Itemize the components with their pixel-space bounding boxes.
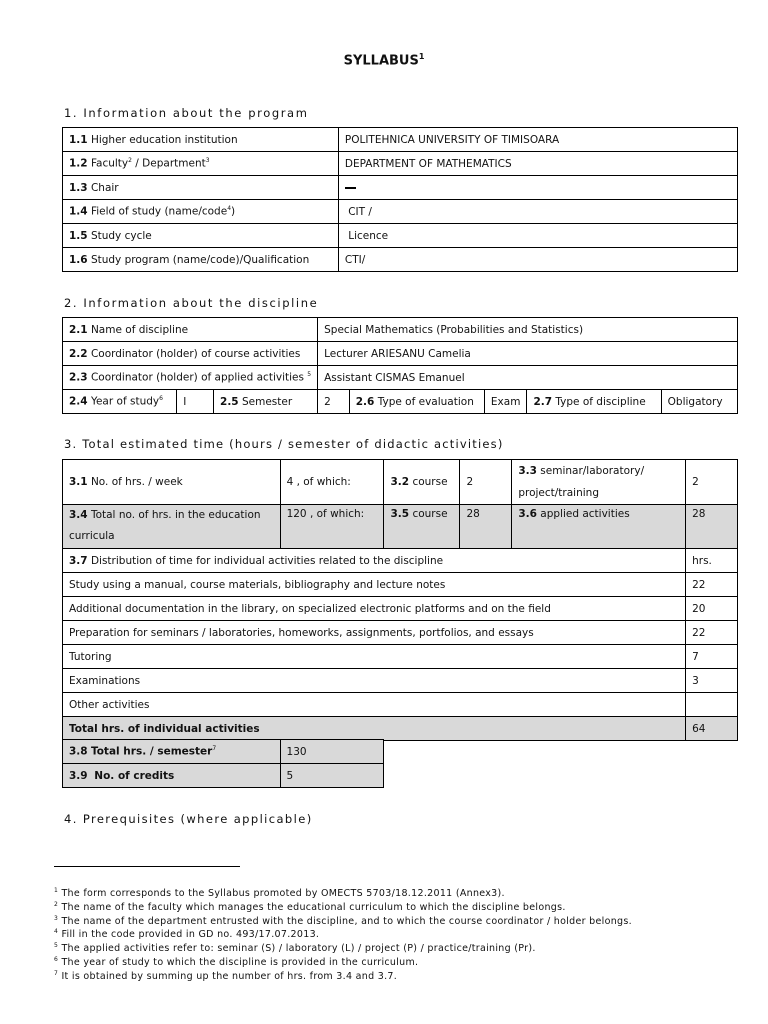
footnote: $^7$ It is obtained by summing up the number of hrs. from 3.4 and 3.7.: [54, 969, 398, 982]
credits-value: 5: [280, 764, 383, 788]
table-row: 3.9 No. of credits 5: [63, 764, 384, 788]
institution-value: POLITEHNICA UNIVERSITY OF TIMISOARA: [338, 128, 737, 152]
program-info-table: [62, 127, 738, 272]
table-row: 1.6 Study program (name/code)/Qualification CTI/: [63, 248, 738, 272]
section-3-heading: 3. Total estimated time (hours / semester of didactic activities): [64, 437, 504, 451]
department-value: DEPARTMENT OF MATHEMATICS: [338, 152, 737, 176]
table-row: Examinations 3: [63, 669, 738, 693]
section-4-heading: 4. Prerequisites (where applicable): [64, 812, 313, 826]
table-row: 3.8 Total hrs. / semester$^7$ 130: [63, 740, 384, 764]
table-row: Total hrs. of individual activities 64: [63, 717, 738, 741]
table-row: 3.4 Total no. of hrs. in the education curricula 120 , of which: 3.5 course 28 3.6 applied activities 28: [63, 505, 738, 549]
table-row: 1.1 Higher education institution POLITEHNICA UNIVERSITY OF TIMISOARA: [63, 128, 738, 152]
seminar-hours-week: 2: [686, 460, 738, 505]
table-row: Preparation for seminars / laboratories, homeworks, assignments, portfolios, and essays 22: [63, 621, 738, 645]
course-hours-week: 2: [460, 460, 512, 505]
year-value: I: [177, 390, 214, 414]
program-value: CTI/: [338, 248, 737, 272]
total-individual-hours: 64: [686, 717, 738, 741]
cycle-value: Licence: [338, 224, 737, 248]
field-value: CIT /: [338, 200, 737, 224]
table-row: 2.2 Coordinator (holder) of course activities Lecturer ARIESANU Camelia: [63, 342, 738, 366]
table-row: Study using a manual, course materials, bibliography and lecture notes 22: [63, 573, 738, 597]
table-row: 2.1 Name of discipline Special Mathematics (Probabilities and Statistics): [63, 318, 738, 342]
title-footnote-marker: 1: [418, 52, 425, 61]
footnote: $^5$ The applied activities refer to: seminar (S) / laboratory (L) / project (P) / practice/training (Pr).: [54, 942, 536, 955]
table-row: 1.3 Chair: [63, 176, 738, 200]
footnote: $^2$ The name of the faculty which manages the educational curriculum to which the discipline belongs.: [54, 900, 566, 913]
table-row: 1.5 Study cycle Licence: [63, 224, 738, 248]
applied-hours-total: 28: [686, 505, 738, 549]
section-1-heading: 1. Information about the program: [64, 106, 309, 120]
course-coordinator-value: Lecturer ARIESANU Camelia: [318, 342, 738, 366]
table-row: 1.4 Field of study (name/code$^4$) CIT /: [63, 200, 738, 224]
hours-week-value: 4: [286, 476, 294, 488]
discipline-info-table: [62, 317, 738, 414]
total-semester-hours: 130: [280, 740, 383, 764]
dash-mark: [345, 187, 356, 189]
page-title: SYLLABUS$^1$: [343, 52, 425, 69]
chair-value: [338, 176, 737, 200]
time-estimate-table: [62, 459, 738, 741]
table-row: 1.2 Faculty$^2$ / Department$^3$ DEPARTMENT OF MATHEMATICS: [63, 152, 738, 176]
course-hours-total: 28: [460, 505, 512, 549]
table-row: 2.4 Year of study$^6$ I 2.5 Semester 2 2.6 Type of evaluation Exam 2.7 Type of discipline Obligatory: [63, 390, 738, 414]
discipline-type-value: Obligatory: [661, 390, 737, 414]
footnote: $^1$ The form corresponds to the Syllabus promoted by OMECTS 5703/18.12.2011 (Annex3).: [54, 887, 505, 900]
table-row: 3.1 No. of hrs. / week 4 , of which: 3.2 course 2 3.3 seminar/laboratory/ project/training 2: [63, 460, 738, 505]
semester-value: 2: [318, 390, 350, 414]
table-row: 3.7 Distribution of time for individual activities related to the discipline hrs.: [63, 549, 738, 573]
table-row: Tutoring 7: [63, 645, 738, 669]
discipline-name-value: Special Mathematics (Probabilities and Statistics): [318, 318, 738, 342]
footnote: $^4$ Fill in the code provided in GD no. 493/17.07.2013.: [54, 928, 320, 941]
table-row: Additional documentation in the library, on specialized electronic platforms and on the field 20: [63, 597, 738, 621]
footnote: $^6$ The year of study to which the discipline is provided in the curriculum.: [54, 955, 419, 968]
section-2-heading: 2. Information about the discipline: [64, 296, 319, 310]
footnotes: [54, 886, 632, 982]
applied-coordinator-value: Assistant CISMAS Emanuel: [318, 366, 738, 390]
totals-table: [62, 739, 384, 788]
total-curricula-value: 120: [286, 508, 307, 520]
evaluation-value: Exam: [484, 390, 527, 414]
table-row: 2.3 Coordinator (holder) of applied activities $^5$ Assistant CISMAS Emanuel: [63, 366, 738, 390]
table-row: Other activities: [63, 693, 738, 717]
footnote: $^3$ The name of the department entrusted with the discipline, and to which the course coordinator / holder belongs.: [54, 914, 632, 927]
footnote-divider: [54, 866, 240, 867]
